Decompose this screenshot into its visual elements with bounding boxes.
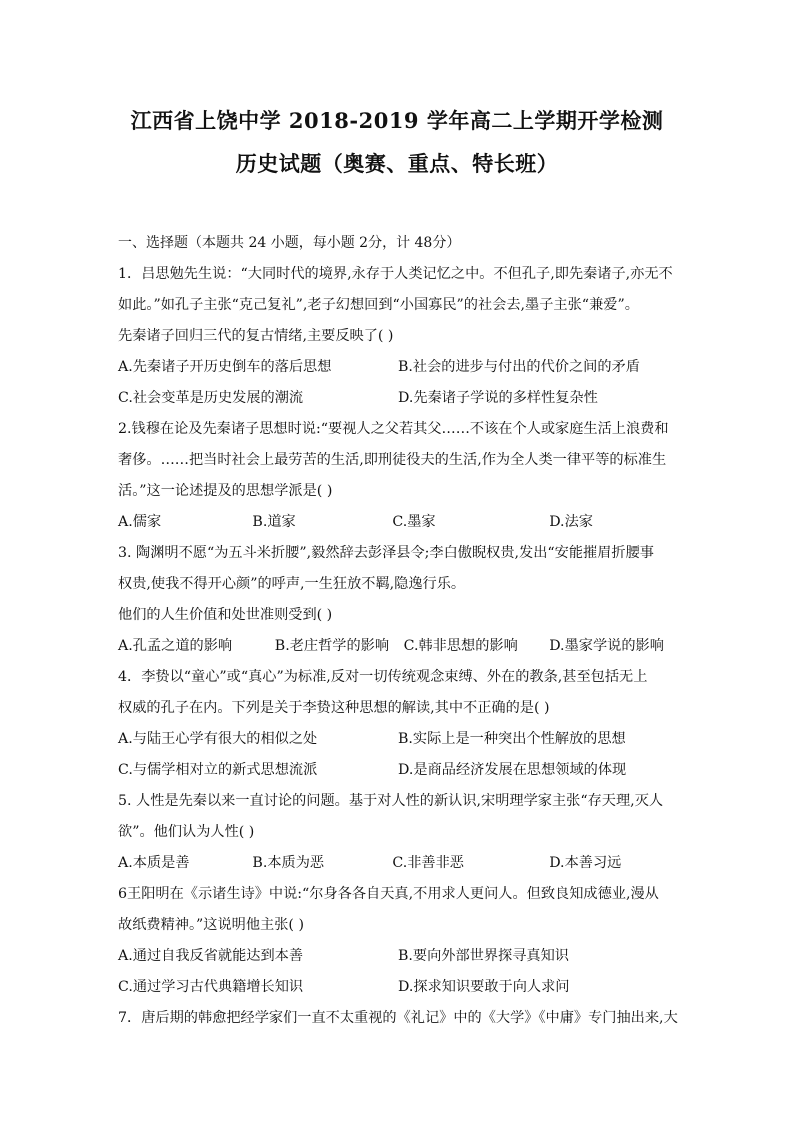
exam-content bbox=[118, 228, 678, 1034]
question-1 bbox=[118, 259, 678, 414]
options-row bbox=[118, 941, 678, 972]
question-text: 活。”这一论述提及的思想学派是( ) bbox=[118, 483, 333, 499]
question-text: 如此。”如孔子主张“克己复礼”,老子幻想回到“小国寡民”的社会去,墨子主张“兼爱”。 bbox=[118, 297, 639, 313]
option-b: B.本质为恶 bbox=[252, 855, 325, 871]
option-b: B.道家 bbox=[252, 514, 296, 530]
question-text: 2.钱穆在论及先秦诸子思想时说:“要视人之父若其父……不该在个人或家庭生活上浪费和 bbox=[118, 421, 669, 437]
question-text: 先秦诸子回归三代的复古情绪,主要反映了( ) bbox=[118, 328, 394, 344]
question-text: 奢侈。……把当时社会上最劳苦的生活,即刑徒役夫的生活,作为全人类一律平等的标准生 bbox=[118, 452, 667, 468]
question-text: 1．吕思勉先生说：“大同时代的境界,永存于人类记忆之中。不但孔子,即先秦诸子,亦无不 bbox=[118, 266, 673, 282]
option-d: D.本善习远 bbox=[549, 855, 622, 871]
option-a: A.先秦诸子开历史倒车的落后思想 bbox=[118, 359, 332, 375]
options-row bbox=[118, 631, 678, 662]
option-d: D.探求知识要敢于向人求问 bbox=[398, 979, 570, 995]
option-c: C.通过学习古代典籍增长知识 bbox=[118, 979, 304, 995]
question-text: 欲”。他们认为人性( ) bbox=[118, 824, 255, 840]
question-text: 5. 人性是先秦以来一直讨论的问题。基于对人性的新认识,宋明理学家主张“存天理,灭人 bbox=[118, 793, 664, 809]
option-c: C.非善非恶 bbox=[392, 855, 464, 871]
question-5 bbox=[118, 786, 678, 879]
section-heading: 一、选择题（本题共 24 小题，每小题 2分，计 48分） bbox=[118, 235, 461, 251]
option-a: A.本质是善 bbox=[118, 855, 190, 871]
question-3 bbox=[118, 538, 678, 662]
option-c: C.与儒学相对立的新式思想流派 bbox=[118, 762, 318, 778]
option-a: A.通过自我反省就能达到本善 bbox=[118, 948, 304, 964]
options-row bbox=[118, 972, 678, 1003]
question-text: 他们的人生价值和处世准则受到( ) bbox=[118, 607, 333, 623]
option-c: C.社会变革是历史发展的潮流 bbox=[118, 390, 304, 406]
question-text: 7．唐后期的韩愈把经学家们一直不太重视的《礼记》中的《大学》《中庸》专门抽出来,大 bbox=[118, 1010, 678, 1026]
options-row bbox=[118, 383, 678, 414]
options-row bbox=[118, 507, 678, 538]
option-d: D.是商品经济发展在思想领域的体现 bbox=[398, 762, 627, 778]
option-a: A.孔孟之道的影响 bbox=[118, 638, 233, 654]
exam-subtitle: 历史试题（奥赛、重点、特长班） bbox=[235, 151, 559, 176]
option-b: B.实际上是一种突出个性解放的思想 bbox=[398, 731, 626, 747]
question-text: 3. 陶渊明不愿“为五斗米折腰”,毅然辞去彭泽县令;李白傲睨权贵,发出“安能摧眉折腰事 bbox=[118, 545, 654, 561]
question-6 bbox=[118, 879, 678, 1003]
options-row bbox=[118, 352, 678, 383]
question-text: 权威的孔子在内。下列是关于李贽这种思想的解读,其中不正确的是( ) bbox=[118, 700, 550, 716]
question-text: 权贵,使我不得开心颜”的呼声,一生狂放不羁,隐逸行乐。 bbox=[118, 576, 466, 592]
option-a: A.与陆王心学有很大的相似之处 bbox=[118, 731, 318, 747]
option-b: B.老庄哲学的影响 bbox=[274, 638, 390, 654]
option-b: B.要向外部世界探寻真知识 bbox=[398, 948, 569, 964]
option-b: B.社会的进步与付出的代价之间的矛盾 bbox=[398, 359, 640, 375]
options-row bbox=[118, 755, 678, 786]
question-7 bbox=[118, 1003, 678, 1034]
option-c: C.墨家 bbox=[392, 514, 436, 530]
option-d: D.墨家学说的影响 bbox=[549, 638, 664, 654]
question-text: 6王阳明在《示诸生诗》中说:“尔身各各自天真,不用求人更问人。但致良知成德业,漫从 bbox=[118, 886, 659, 902]
option-a: A.儒家 bbox=[118, 514, 162, 530]
question-2 bbox=[118, 414, 678, 538]
option-d: D.先秦诸子学说的多样性复杂性 bbox=[398, 390, 598, 406]
option-c: C.韩非思想的影响 bbox=[403, 638, 518, 654]
question-text: 4．李贽以“童心”或“真心”为标准,反对一切传统观念束缚、外在的教条,甚至包括无上 bbox=[118, 669, 648, 685]
question-text: 故纸费精神。”这说明他主张( ) bbox=[118, 917, 304, 933]
exam-title: 江西省上饶中学 2018-2019 学年高二上学期开学检测 bbox=[130, 108, 664, 133]
options-row bbox=[118, 848, 678, 879]
options-row bbox=[118, 724, 678, 755]
question-4 bbox=[118, 662, 678, 786]
option-d: D.法家 bbox=[549, 514, 593, 530]
